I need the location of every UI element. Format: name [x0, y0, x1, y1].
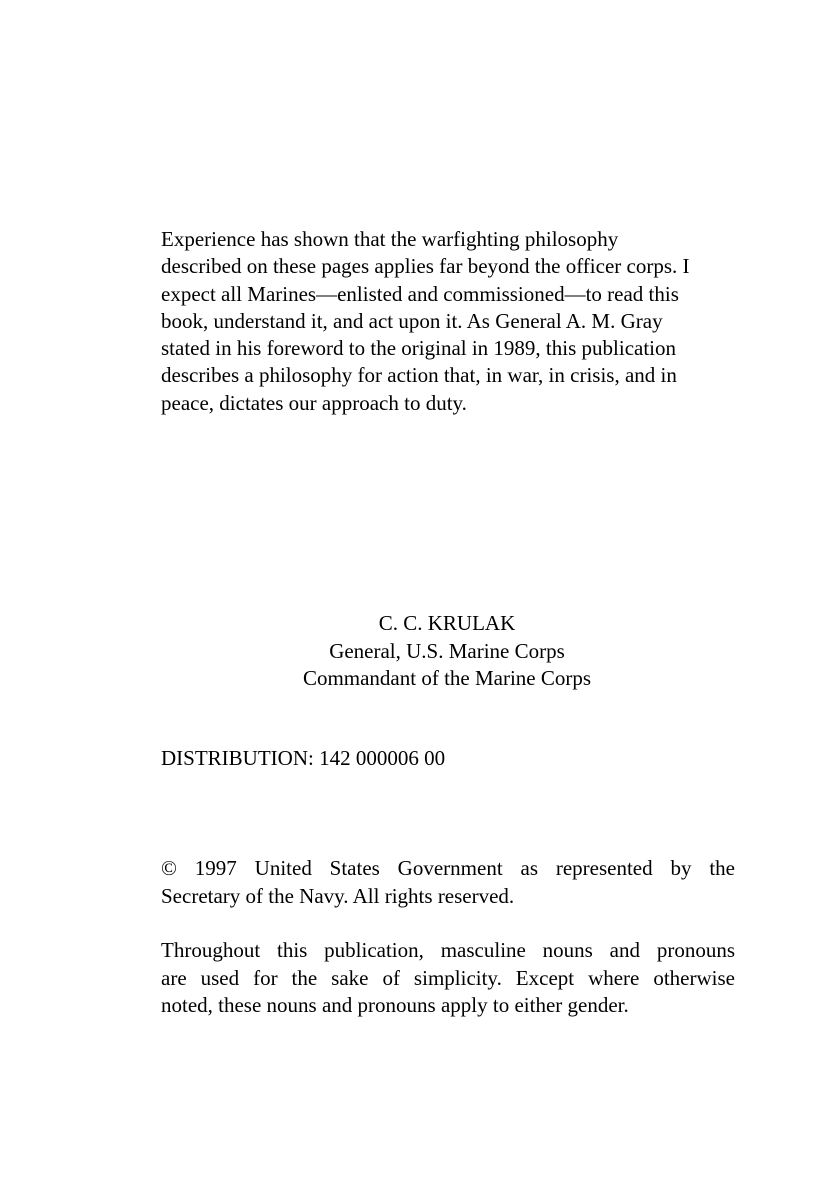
note-line: are used for the sake of simplicity. Except where otherwise: [161, 965, 735, 990]
note-line: noted, these nouns and pronouns apply to either gender.: [161, 993, 629, 1017]
copyright-line: © 1997 United States Government as represented by the: [161, 856, 735, 880]
note-line: Throughout this publication, masculine nouns and pronouns: [161, 938, 735, 962]
signatory-rank: General, U.S. Marine Corps: [329, 638, 565, 663]
copyright-notice: [161, 855, 735, 910]
intro-line: book, understand it, and act upon it. As General A. M. Gray: [161, 308, 663, 333]
intro-line: Experience has shown that the warfighting philosophy: [161, 227, 619, 251]
intro-line: describes a philosophy for action that, in war, in crisis, and in: [161, 363, 677, 388]
gender-usage-note: [161, 937, 735, 1020]
signatory-name: C. C. KRULAK: [378, 611, 516, 635]
distribution-code: DISTRIBUTION: 142 000006 00: [161, 746, 446, 770]
intro-line: expect all Marines—enlisted and commissioned—to read this: [161, 281, 679, 306]
signature-block: [240, 610, 654, 693]
intro-line: stated in his foreword to the original in 1989, this publication: [161, 336, 677, 361]
intro-paragraph: [161, 226, 741, 417]
signatory-position: Commandant of the Marine Corps: [302, 666, 592, 690]
copyright-line: Secretary of the Navy. All rights reserved.: [161, 883, 515, 908]
intro-line: peace, dictates our approach to duty.: [161, 390, 467, 415]
intro-line: described on these pages applies far beyond the officer corps. I: [161, 254, 690, 279]
